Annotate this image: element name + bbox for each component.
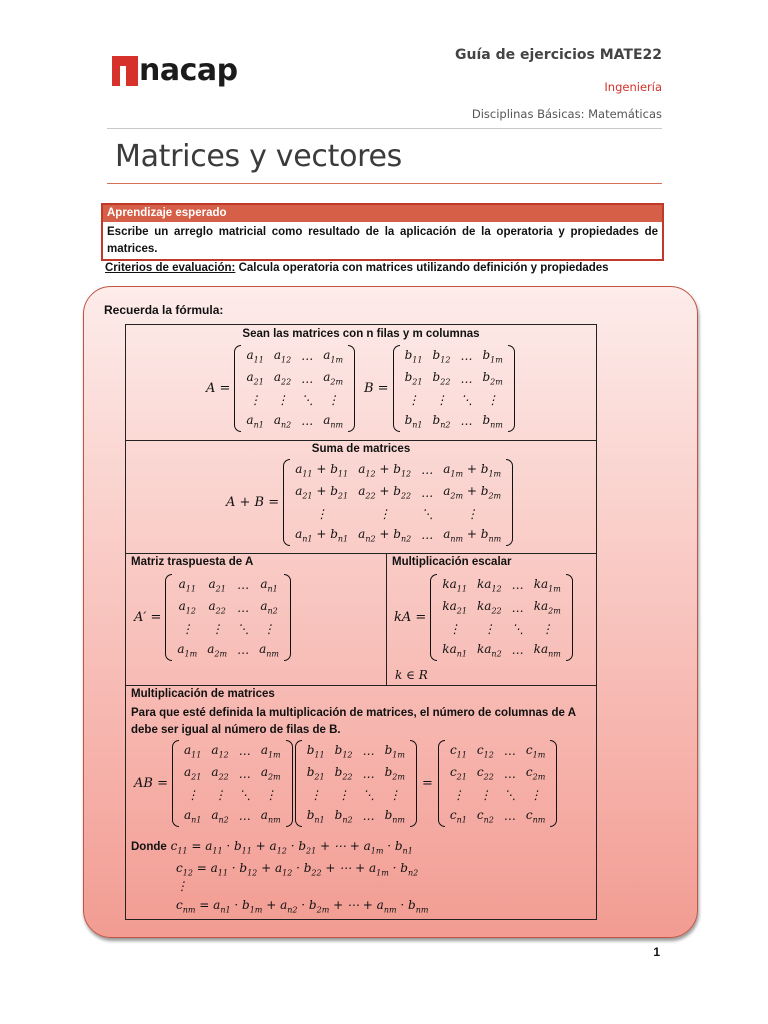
product-entry-c12: $c_{12} = a_{11} \cdot b_{12} + a_{12} \cdot b_{22}$ + ⋯ + $a_{1m} \cdot b_{n2}$ bbox=[176, 861, 419, 878]
sum-cell bbox=[126, 440, 596, 553]
product-formula: AB = $a_{11}$ $a_{12}$ … $a_{1m}$ $a_{21}$ $a_{22}$ … $a_{2m}$ ⋮ ⋮ ⋱ ⋮ $a_{n1}$ $a_{n2}$ … $a_{nm}$ $b_{11}$ $b_{12}$ … $b_{1m}$ $b_{21}$ $b_{22}$ … $b_{2m}$ ⋮ ⋮ ⋱ ⋮ $b_{n1}$ $b_{n2}$ … $b_{nm}$ = $c_{11}$ $c_{12}$ … $c_{1m}$ $c_{21}$ $c_{22}$ … $c_{2m}$ ⋮ ⋮ ⋱ ⋮ $c_{n1}$ $c_{n2}$ … $c_{nm}$ bbox=[134, 740, 557, 827]
formula-heading: Recuerda la fórmula: bbox=[104, 303, 224, 317]
learning-box bbox=[101, 203, 664, 261]
product-entry-dots: ⋮ bbox=[176, 879, 188, 893]
product-entry-c11: Donde $c_{11} = a_{11} \cdot b_{11} + a_{12} \cdot b_{21}$ + ⋯ + $a_{1m} \cdot b_{n1}$ bbox=[131, 839, 413, 856]
formula-table bbox=[125, 324, 597, 920]
criteria bbox=[105, 262, 609, 274]
transpose-formula: A′ = $a_{11}$ $a_{21}$ … $a_{n1}$ $a_{12}$ $a_{22}$ … $a_{n2}$ ⋮ ⋮ ⋱ ⋮ $a_{1m}$ $a_{2m}$ … $a_{nm}$ bbox=[134, 574, 291, 661]
product-text: Para que esté definida la multiplicación de matrices, el número de columnas de A debe ser igual al número de filas de B. bbox=[131, 707, 576, 736]
sum-formula: A + B = $a_{11} + b_{11}$ $a_{12} + b_{12}$ … $a_{1m} + b_{1m}$ $a_{21} + b_{21}$ $a_{22} + b_{22}$ … $a_{2m} + b_{2m}$ ⋮ ⋮ ⋱ ⋮ $a_{n1} + b_{n1}$ $a_{n2} + b_{n2}$ … $a_{nm} + b_{nm}$ bbox=[226, 459, 513, 546]
scalar-caption: Multiplicación escalar bbox=[392, 556, 512, 568]
department: Ingeniería bbox=[604, 80, 662, 94]
where-label: Donde bbox=[131, 841, 167, 853]
matrix-a-definition: A = $a_{11}$ $a_{12}$ … $a_{1m}$ $a_{21}$ $a_{22}$ … $a_{2m}$ ⋮ ⋮ ⋱ ⋮ $a_{n1}$ $a_{n2}$ … $a_{nm}$ bbox=[206, 345, 355, 432]
learning-heading: Aprendizaje esperado bbox=[103, 205, 662, 222]
sum-caption: Suma de matrices bbox=[311, 443, 411, 455]
page-title: Matrices y vectores bbox=[115, 139, 402, 174]
page-number: 1 bbox=[653, 945, 660, 959]
header-divider bbox=[107, 128, 662, 129]
transpose-caption: Matriz traspuesta de A bbox=[131, 556, 254, 568]
scalar-domain: k ∈ R bbox=[395, 668, 428, 682]
product-caption: Multiplicación de matrices bbox=[131, 688, 275, 700]
matrices-caption: Sean las matrices con n filas y m columnas bbox=[242, 328, 480, 340]
product-entry-cnm: $c_{nm} = a_{n1} \cdot b_{1m} + a_{n2} \cdot b_{2m}$ + ⋯ + $a_{nm} \cdot b_{nm}$ bbox=[176, 898, 429, 915]
matrix-b-definition: B = $b_{11}$ $b_{12}$ … $b_{1m}$ $b_{21}$ $b_{22}$ … $b_{2m}$ ⋮ ⋮ ⋱ ⋮ $b_{n1}$ $b_{n2}$ … $b_{nm}$ bbox=[364, 345, 515, 432]
product-cell bbox=[126, 685, 596, 919]
area: Disciplinas Básicas: Matemáticas bbox=[471, 107, 662, 121]
transpose-cell bbox=[126, 553, 386, 685]
criteria-label: Criterios de evaluación: bbox=[105, 262, 236, 274]
guide-title: Guía de ejercicios MATE22 bbox=[455, 47, 662, 63]
learning-text: Escribe un arreglo matricial como resultado de la aplicación de la operatoria y propiedades de matrices. bbox=[107, 226, 658, 255]
title-divider bbox=[107, 183, 662, 184]
definitions-cell bbox=[126, 325, 596, 440]
scalar-cell bbox=[386, 553, 596, 685]
inacap-logo-mark bbox=[112, 56, 138, 86]
logo-text: nacap bbox=[139, 53, 238, 88]
inacap-logo bbox=[112, 53, 238, 88]
criteria-text: Calcula operatoria con matrices utilizando definición y propiedades bbox=[235, 262, 609, 274]
scalar-formula: kA = $ka_{11}$ $ka_{12}$ … $ka_{1m}$ $ka_{21}$ $ka_{22}$ … $ka_{2m}$ ⋮ ⋮ ⋱ ⋮ $ka_{n1}$ $ka_{n2}$ … $ka_{nm}$ bbox=[394, 574, 573, 661]
